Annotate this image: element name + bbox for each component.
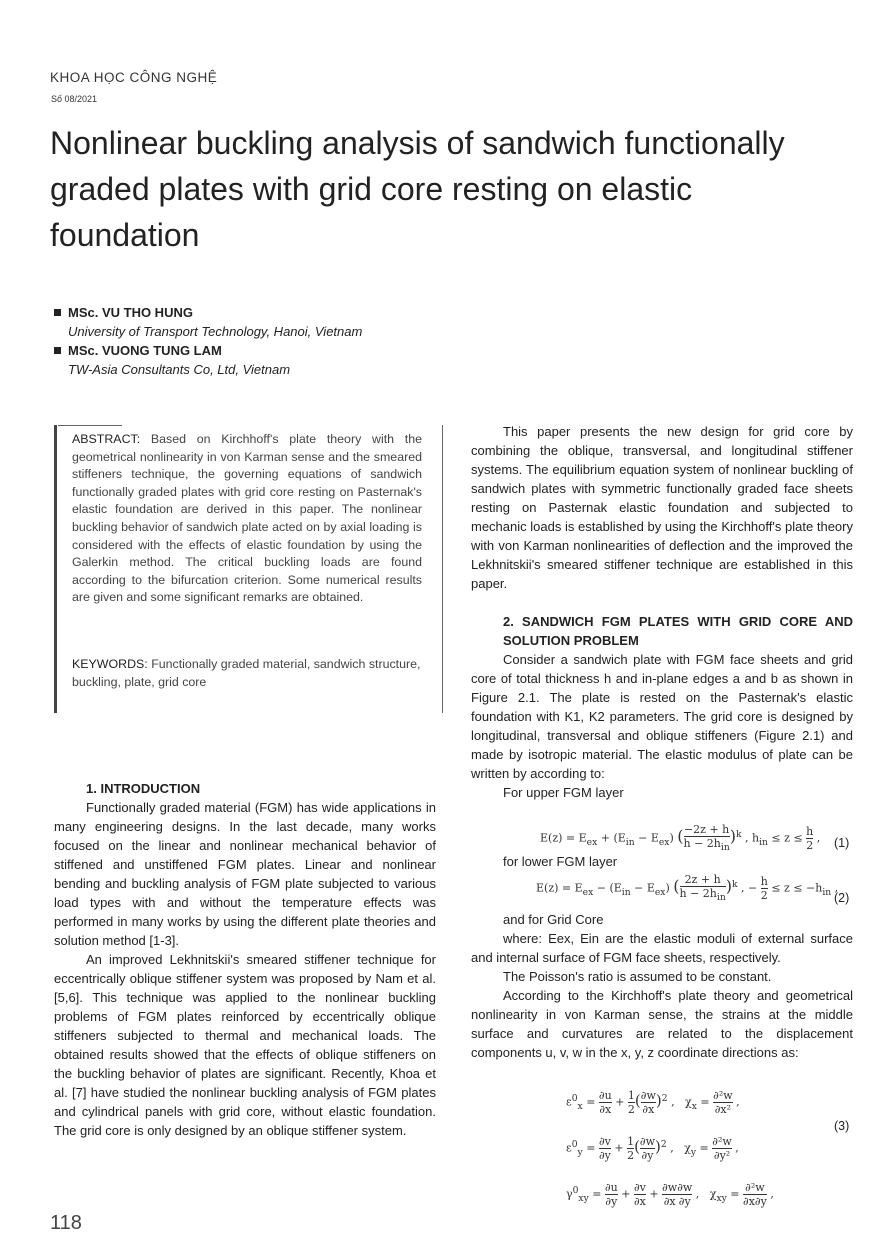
author-2 xyxy=(54,343,222,358)
page-number: 118 xyxy=(50,1212,82,1234)
equation-3: $\varepsilon^0_x$ = $\frac{\partial u}{\partial x}$ + $\frac{1}{2}$ ( $\frac{\partial w}{\partial x}$ )$^2$ , $\chi_x$ = $\frac{\text{∂²w}}{\text{∂x²}}$ , $\varepsilon^0_y$ = $\frac{\partial v}{\partial y}$ + $\frac{1}{2}$ ( $\frac{\partial w}{\partial y}$ )$^2$ , $\chi_y$ = $\frac{\text{∂²w}}{\text{∂y²}}$ , $\gamma^0_{xy}$ = $\frac{\partial u}{\partial y}$ + $\frac{\partial v}{\partial x}$ + $\frac{\partial w}{\partial x}$ $\frac{\partial w}{\partial y}$ , $\chi_{xy}$ = $\frac{\text{∂²w}}{\partial x\partial y}$ , xyxy=(566,1089,774,1208)
journal-issue: Số 08/2021 xyxy=(51,94,98,104)
author-name: MSc. VU THO HUNG xyxy=(68,305,193,320)
intro-paragraph: An improved Lekhnitskii's smeared stiffener technique for eccentrically oblique stiffener system was proposed by Nam et al. [5,6]. This technique was applied to the nonlinear buckling problems of FGM plates reinforced by eccentrically oblique stiffeners subjected to thermal and mechanical loads. The obtained results showed that the effects of oblique stiffeners on the buckling behavior of plates are significant. Recently, Khoa et al. [7] have studied the nonlinear buckling analysis of FGM plates and cylindrical panels with grid core, without elastic foundation. The grid core is only designed by an oblique stiffener system. xyxy=(54,952,436,1138)
keywords-text: Functionally graded material, sandwich structure, buckling, plate, grid core xyxy=(72,657,421,689)
lower-layer-label: for lower FGM layer xyxy=(503,854,618,869)
paper-title: Nonlinear buckling analysis of sandwich functionally graded plates with grid core resting on elastic foundation xyxy=(50,125,785,253)
right-column-middle xyxy=(471,910,853,1062)
author-1 xyxy=(54,305,193,320)
poisson-paragraph: The Poisson's ratio is assumed to be constant. xyxy=(503,969,772,984)
abstract-box-topline xyxy=(58,425,122,426)
introduction-section xyxy=(54,779,436,1140)
keywords xyxy=(72,656,422,691)
author-1-affiliation-row xyxy=(54,324,362,339)
introduction-heading: 1. INTRODUCTION xyxy=(86,781,201,796)
right-column-top xyxy=(471,422,853,802)
keywords-label: KEYWORDS: xyxy=(72,657,148,671)
section-2-heading-text: 2. SANDWICH FGM PLATES WITH GRID CORE AND SOLUTION PROBLEM xyxy=(503,614,853,648)
author-affiliation: University of Transport Technology, Hanoi, Vietnam xyxy=(68,324,363,339)
abstract xyxy=(72,431,422,607)
kirchhoff-paragraph: According to the Kirchhoff's plate theory and geometrical nonlinearity in von Karman sense, the strains at the middle surface and curvatures are related to the displacement components u, v, w in the x, y, z coordinate directions as: xyxy=(471,988,853,1060)
bullet-icon xyxy=(54,309,61,316)
equation-1-number: (1) xyxy=(834,836,850,850)
intro-paragraph: Functionally graded material (FGM) has wide applications in many engineering designs. In the last decade, many works focused on the linear and nonlinear mechanical behavior of stiffened and unstiffened FGM plates. Linear and nonlinear bending and buckling analysis of FGM plate subjected to various load types with and without the temperature effects was performed in many works by using the different plate theories and solution method [1-3]. xyxy=(54,800,436,948)
lower-layer-row xyxy=(471,852,853,871)
equation-2-number: (2) xyxy=(834,891,850,905)
section-2-heading xyxy=(471,612,853,650)
bullet-icon xyxy=(54,347,61,354)
paragraph-design: This paper presents the new design for grid core by combining the oblique, transversal, and longitudinal stiffener systems. The equilibrium equation system of nonlinear buckling of sandwich plates with symmetric functionally graded face sheets resting on Pasternak elastic foundation and subjected to mechanic loads is established by using the Kirchhoff's plate theory with von Karman nonlinearities of deflection and the improved the Lekhnitskii's smeared stiffener technique are established in this paper. xyxy=(471,424,853,591)
grid-core-label: and for Grid Core xyxy=(503,912,604,927)
author-affiliation: TW-Asia Consultants Co, Ltd, Vietnam xyxy=(68,362,291,377)
paragraph-consider: Consider a sandwich plate with FGM face sheets and grid core of total thickness h and in-plane edges a and b as shown in Figure 2.1. The plate is rested on the Pasternak's elastic foundation with K1, K2 parameters. The grid core is designed by longitudinal, transversal and oblique stiffeners (Figure 2.1) and made by isotropic material. The elastic modulus of plate can be written by according to: xyxy=(471,652,853,781)
equation-2: $E(z) = E_{ex} - (E_{in} - E_{ex})$ ( $\frac{2z + h}{h - 2h_{in}}$ )$^k$ , − $\frac{h}{2}$ ≤ $z \le -h_{in}$ , xyxy=(536,873,839,904)
where-paragraph: where: Eex, Ein are the elastic moduli of external surface and internal surface of FGM face sheets, respectively. xyxy=(471,931,853,965)
author-name: MSc. VUONG TUNG LAM xyxy=(68,343,222,358)
equation-1: $E(z) = E_{ex} + (E_{in} - E_{ex})$ ( $\frac{-2z + h}{h - 2h_{in}}$ )$^k$ , $h_{in} \le z$ ≤ $\frac{h}{2}$ , xyxy=(540,823,821,854)
author-2-affiliation-row xyxy=(54,362,290,377)
upper-layer-label: For upper FGM layer xyxy=(503,785,624,800)
equation-3-number: (3) xyxy=(834,1119,850,1133)
abstract-label: ABSTRACT: xyxy=(72,432,141,446)
abstract-box-rightline xyxy=(442,425,443,713)
abstract-text: Based on Kirchhoff's plate theory with the geometrical nonlinearity in von Karman sense and the smeared stiffeners technique, the governing equations of sandwich functionally graded plates with grid core resting on Pasternak's elastic foundation are derived in this paper. The nonlinear buckling behavior of sandwich plate acted on by axial loading is considered with the effects of elastic foundation by using the Galerkin method. The critical buckling loads are found according to the bifurcation criterion. Some numerical results are given and some significant remarks are obtained. xyxy=(72,432,422,605)
journal-section-header: KHOA HỌC CÔNG NGHỆ xyxy=(50,70,218,85)
